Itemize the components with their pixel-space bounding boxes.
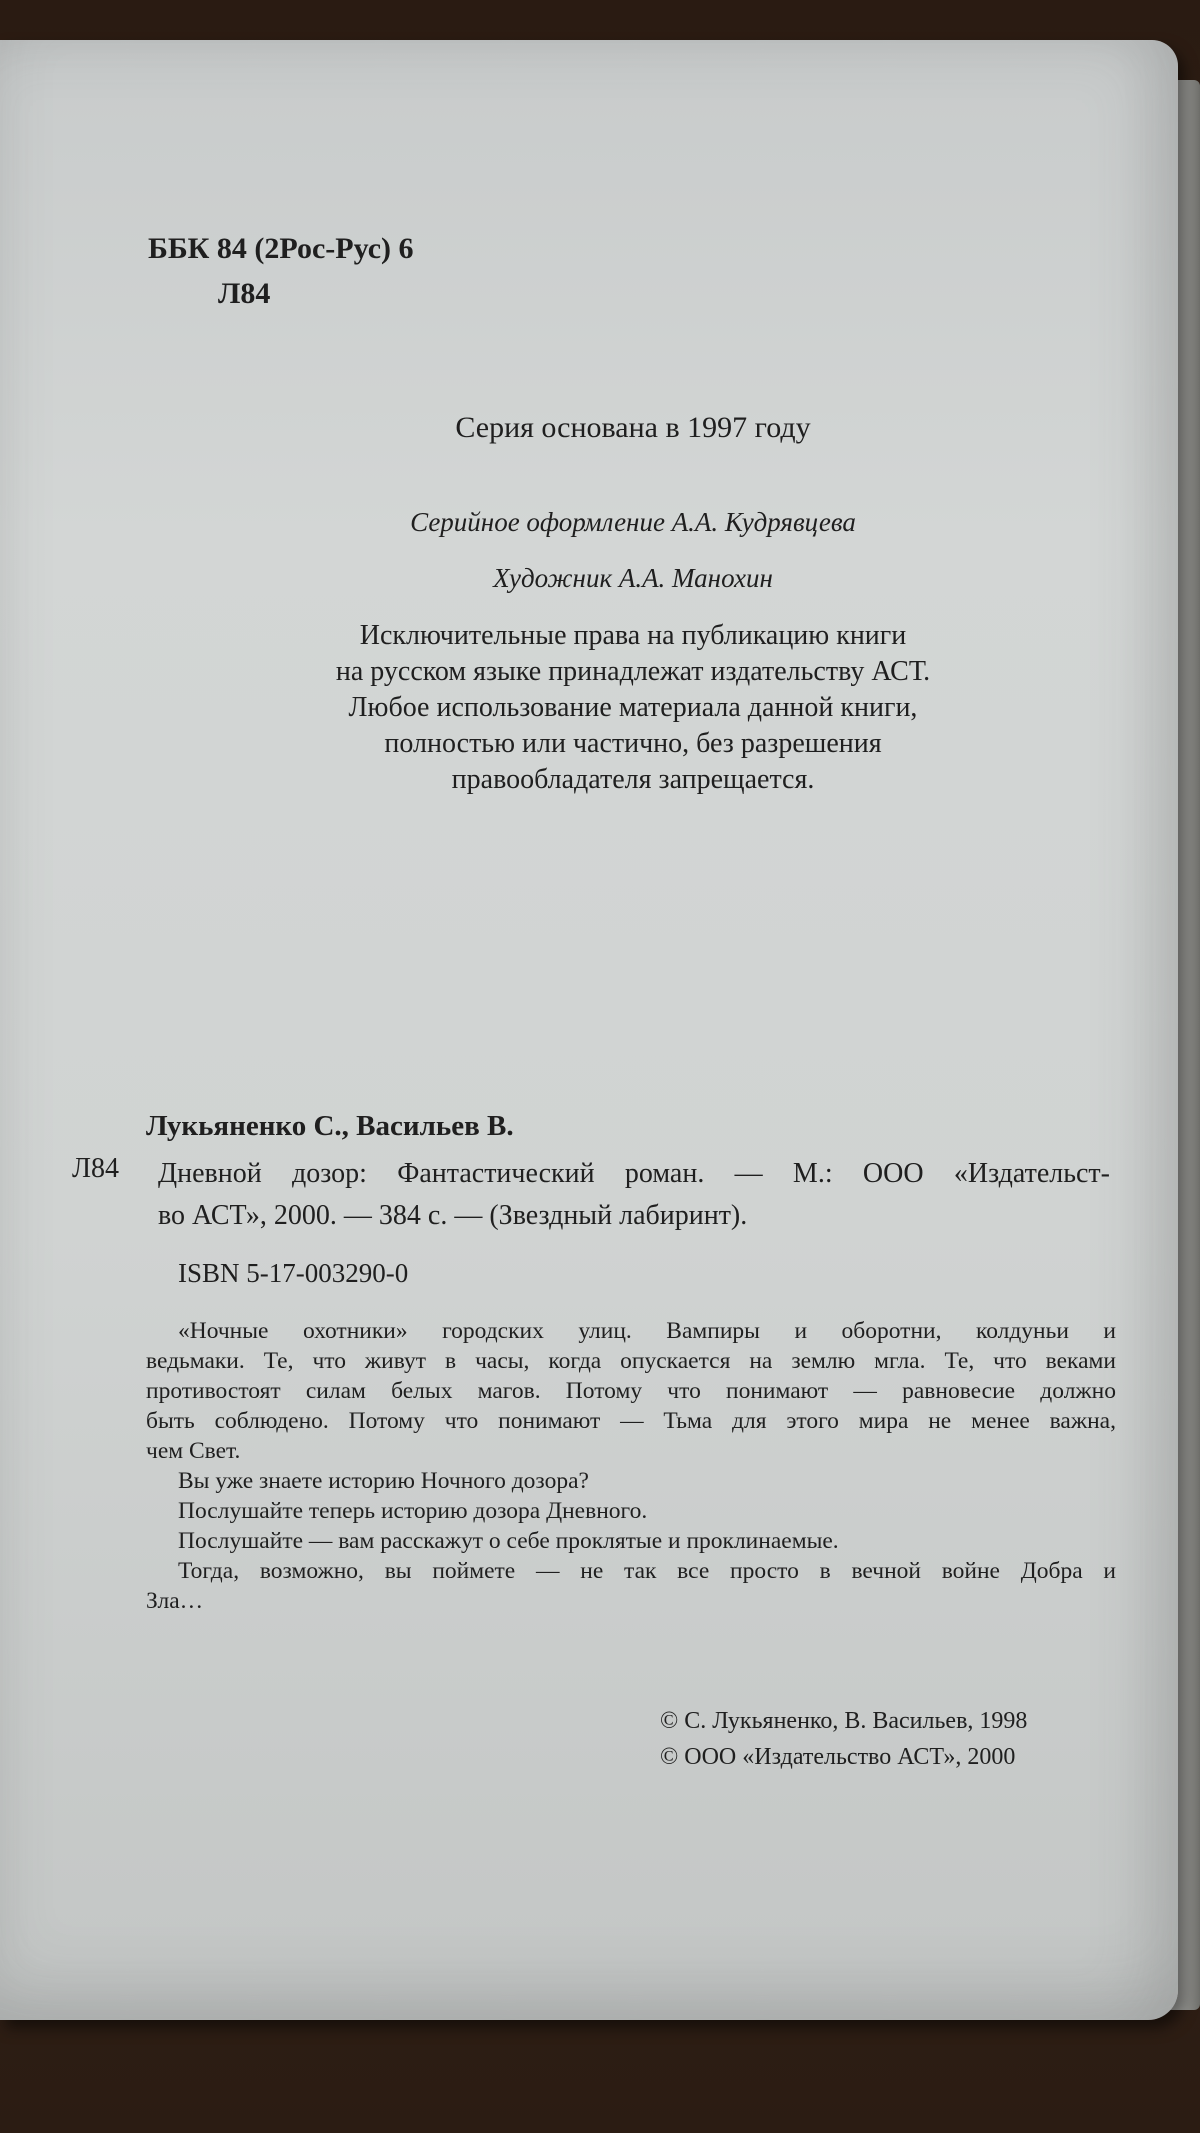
series-note: Серия основана в 1997 году — [455, 411, 811, 444]
authors-heading: Лукьяненко С., Васильев В. — [146, 1110, 514, 1142]
book-page — [0, 40, 1178, 2020]
bibliographic-record — [158, 1153, 1110, 1237]
copyright-line: © С. Лукьяненко, В. Васильев, 1998 — [660, 1708, 1028, 1734]
annotation-line: чем Свет. — [146, 1438, 241, 1464]
rights-line: полностью или частично, без разрешения — [384, 728, 882, 759]
annotation-line: Послушайте теперь историю дозора Дневного. — [178, 1498, 648, 1524]
annotation-line: ведьмаки. Те, что живут в часы, когда опускается на землю мгла. Те, что веками — [146, 1348, 1116, 1374]
rights-line: Исключительные права на публикацию книги — [359, 620, 907, 651]
annotation-line: Вы уже знаете историю Ночного дозора? — [178, 1468, 589, 1494]
artist-credit: Художник А.А. Манохин — [493, 563, 773, 593]
series-design-credit: Серийное оформление А.А. Кудрявцева — [410, 507, 856, 537]
bibliographic-code: Л84 — [72, 1153, 119, 1184]
annotation-line: Зла… — [146, 1588, 204, 1614]
bib-line: Дневной дозор: Фантастический роман. — М.: ООО «Издательст- — [158, 1158, 1110, 1189]
annotation-line: «Ночные охотники» городских улиц. Вампиры и оборотни, колдуньи и — [178, 1318, 1116, 1344]
rights-notice — [0, 618, 1200, 798]
annotation-line: противостоят силам белых магов. Потому что понимают — равновесие должно — [146, 1378, 1116, 1404]
annotation-line: Послушайте — вам расскажут о себе проклятые и проклинаемые. — [178, 1528, 839, 1554]
bbk-index: ББК 84 (2Рос-Рус) 6 — [148, 232, 414, 265]
rights-line: Любое использование материала данной книги, — [348, 692, 918, 723]
rights-line: правообладателя запрещается. — [451, 764, 815, 795]
isbn: ISBN 5-17-003290-0 — [178, 1258, 409, 1288]
copyright-block — [660, 1703, 1027, 1775]
annotation-line: быть соблюдено. Потому что понимают — Тьма для этого мира не менее важна, — [146, 1408, 1116, 1434]
author-mark: Л84 — [218, 277, 271, 310]
annotation — [146, 1316, 1116, 1616]
copyright-line: © ООО «Издательство АСТ», 2000 — [660, 1744, 1016, 1770]
annotation-line: Тогда, возможно, вы поймете — не так все просто в вечной войне Добра и — [178, 1558, 1116, 1584]
rights-line: на русском языке принадлежат издательству АСТ. — [335, 656, 931, 687]
bib-line: во АСТ», 2000. — 384 с. — (Звездный лабиринт). — [158, 1200, 748, 1231]
